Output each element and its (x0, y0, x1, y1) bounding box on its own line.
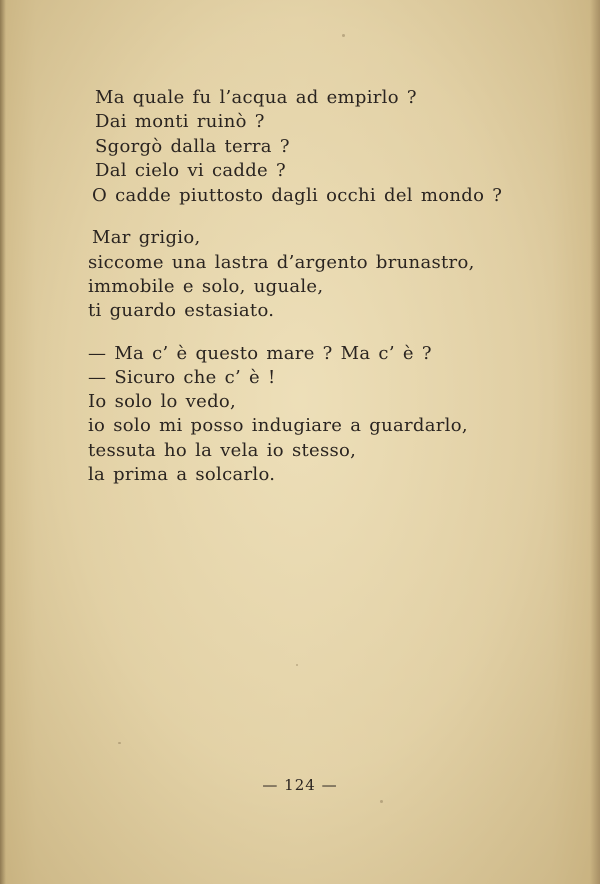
poem-line: Io solo lo vedo, (88, 391, 237, 412)
poem-line: — Sicuro che c’ è ! (88, 367, 276, 388)
poem-line: Dai monti ruinò ? (95, 111, 265, 132)
page-number: — 124 — (262, 776, 338, 794)
poem-line: O cadde piuttosto dagli occhi del mondo ? (92, 185, 503, 206)
poem-line: siccome una lastra d’argento brunastro, (88, 252, 475, 273)
poem-line: Sgorgò dalla terra ? (95, 136, 290, 157)
poem-line: Ma quale fu l’acqua ad empirlo ? (95, 87, 417, 108)
poem-line: io solo mi posso indugiare a guardarlo, (88, 415, 468, 436)
poem-line: — Ma c’ è questo mare ? Ma c’ è ? (88, 343, 432, 364)
poem-line: tessuta ho la vela io stesso, (88, 440, 357, 461)
poem-line: la prima a solcarlo. (88, 464, 276, 485)
poem-line: Mar grigio, (92, 227, 201, 248)
poem-line: Dal cielo vi cadde ? (95, 160, 286, 181)
poem-line: immobile e solo, uguale, (88, 276, 324, 297)
poem-line: ti guardo estasiato. (88, 300, 275, 321)
